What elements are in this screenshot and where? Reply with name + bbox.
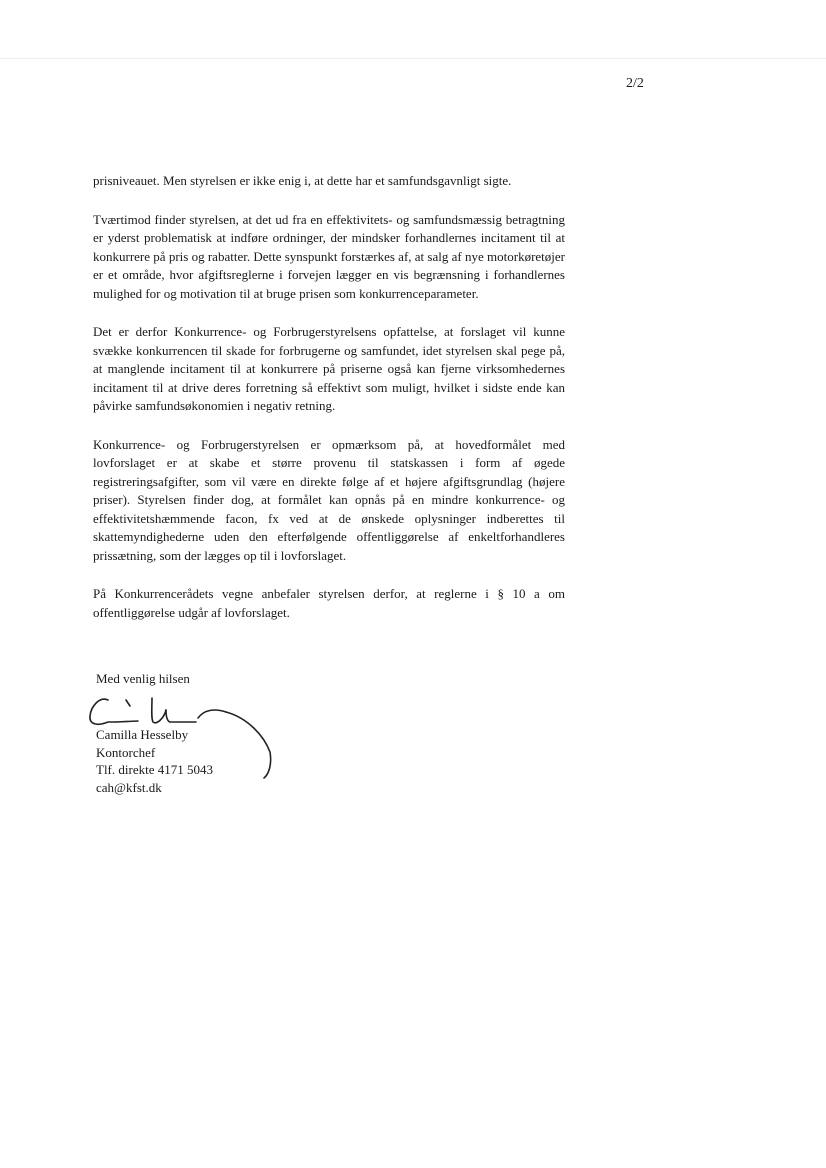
- page-number: 2/2: [626, 76, 644, 91]
- paragraph: Konkurrence- og Forbrugerstyrelsen er opmærksom på, at hovedformålet med lovforslaget er at skabe et større provenu til statskassen i form af øgede registreringsafgifter, som vil være en direkte følge af et højere afgiftsgrundlag (højere priser). Styrelsen finder dog, at formålet kan opnås på en mindre konkurrence- og effektivitetshæmmende facon, fx ved at de ønskede oplysninger indberettes til skattemyndighederne uden den efterfølgende offentliggørelse af enkeltforhandleres prissætning, som der lægges op til i lovforslaget.: [93, 436, 565, 563]
- closing-greeting: Med venlig hilsen: [96, 671, 190, 686]
- paragraph: Tværtimod finder styrelsen, at det ud fra en effektivitets- og samfundsmæssig betragtning er yderst problematisk at indføre ordninger, der mindsker forhandlernes incitament til at konkurrere på pris og rabatter. Dette synspunkt forstærkes af, at salg af nye motorkøretøjer er et område, hvor afgiftsreglerne i forvejen lægger en vis begrænsning i forhandlernes mulighed for og motivation til at bruge prisen som konkurrenceparameter.: [93, 211, 565, 301]
- signer-name: Camilla Hesselby: [96, 727, 189, 742]
- signer-phone: Tlf. direkte 4171 5043: [96, 762, 213, 777]
- signer-email: cah@kfst.dk: [96, 779, 162, 795]
- scan-edge-line: [0, 58, 826, 59]
- paragraph: På Konkurrencerådets vegne anbefaler styrelsen derfor, at reglerne i § 10 a om offentliggørelse udgår af lovforslaget.: [93, 586, 565, 620]
- letter-body: [93, 172, 565, 642]
- signer-block: [96, 726, 213, 796]
- paragraph: prisniveauet. Men styrelsen er ikke enig i, at dette har et samfundsgavnligt sigte.: [93, 173, 512, 188]
- paragraph: Det er derfor Konkurrence- og Forbrugerstyrelsens opfattelse, at forslaget vil kunne svække konkurrencen til skade for forbrugerne og samfundet, idet styrelsen skal pege på, at manglende incitament til at konkurrere på priserne også kan fjerne virksomhedernes incitament til at drive deres forretning så effektivt som muligt, hvilket i sidste ende kan påvirke samfundsøkonomien i negativ retning.: [93, 324, 565, 413]
- signer-title: Kontorchef: [96, 744, 156, 760]
